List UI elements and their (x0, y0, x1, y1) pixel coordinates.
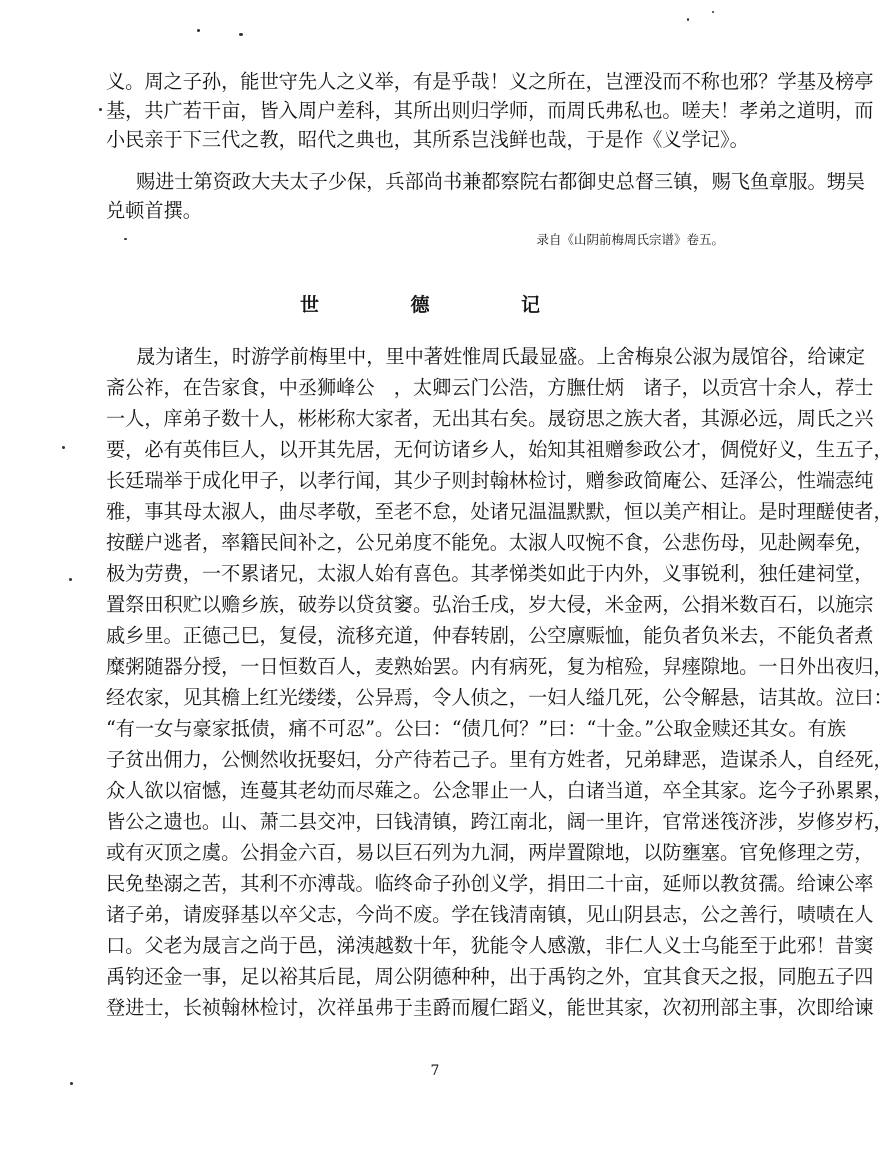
intro-line: 赐进士第资政大夫太子少保，兵部尚书兼都察院右都御史总督三镇，赐飞鱼章服。甥吴 (136, 170, 866, 193)
intro-line: 小民亲于下三代之教，昭代之典也，其所系岂浅鲜也哉，于是作《义学记》。 (106, 128, 749, 151)
body-line: 子贫出佣力，公恻然收抚娶妇，分产待若己子。里有方姓者，兄弟肆恶，造谋杀人，自经死， (106, 748, 893, 771)
body-line: 长廷瑞举于成化甲子，以孝行闻，其少子则封翰林检讨，赠参政简庵公、廷泽公，性端悫纯 (106, 469, 874, 492)
scan-speck (62, 446, 65, 449)
body-line: 戚乡里。正德己巳，复侵，流移充道，仲春转剧，公空廪赈恤，能负者负米去，不能负者煮 (106, 624, 874, 647)
body-line: 要，必有英伟巨人，以开其先居，无何访诸乡人，始知其祖赠参政公才，倜傥好义，生五子， (106, 438, 893, 461)
source-citation: 录自《山阴前梅周氏宗谱》卷五。 (536, 232, 724, 247)
scan-speck (99, 108, 102, 111)
intro-line: 义。周之子孙，能世守先人之义举，有是乎哉！义之所在，岂湮没而不称也邪？学基及榜亭 (106, 70, 874, 93)
scan-speck (687, 18, 689, 21)
scan-speck (70, 1082, 73, 1085)
body-line: 斋公祚，在告家食，中丞狮峰公 ，太卿云门公浩，方膴仕炳 诸子，以贡宫十余人，荐士 (106, 376, 874, 399)
body-line: 禹钧还金一事，足以裕其后昆，周公阴德种种，出于禹钧之外，宜其食天之报，同胞五子四 (106, 965, 874, 988)
body-line: 众人欲以宿憾，连蔓其老幼而尽薙之。公念罪止一人，白诸当道，卒全其家。迄今子孙累累， (106, 779, 893, 802)
body-line: 登进士，长祯翰林检讨，次祥虽弗于圭爵而履仁蹈义，能世其家，次初刑部主事，次即给谏 (106, 996, 874, 1019)
body-line: 晟为诸生，时游学前梅里中，里中著姓惟周氏最显盛。上舍梅泉公淑为晟馆谷，给谏定 (136, 345, 866, 368)
body-line: 民免垫溺之苦，其利不亦溥哉。临终命子孙创义学，捐田二十亩，延师以教贫孺。给谏公率 (106, 872, 874, 895)
body-line: “有一女与豪家抵债，痛不可忍”。公曰：“债几何？”曰：“十金。”公取金赎还其女。有族 (106, 717, 847, 740)
body-line: 一人，庠弟子数十人，彬彬称大家者，无出其右矣。晟窃思之族大者，其源必远，周氏之兴 (106, 407, 874, 430)
body-line: 糜粥随器分授，一日恒数百人，麦熟始罢。内有病死，复为棺殓，舁瘗隙地。一日外出夜归， (106, 655, 893, 678)
scan-speck (712, 11, 714, 13)
body-line: 按醝户逃者，率籍民间补之，公兄弟度不能免。太淑人叹惋不食，公悲伤母，见赴阙奉免， (106, 531, 874, 554)
body-line: 诸子弟，请废驿基以卒父志，今尚不废。学在钱清南镇，见山阴县志，公之善行，啧啧在人 (106, 903, 874, 926)
body-line: 置祭田积贮以赡乡族，破券以贷贫窭。弘治壬戌，岁大侵，米金两，公捐米数百石，以施宗 (106, 593, 874, 616)
page-number: 7 (430, 1063, 440, 1079)
body-line: 极为劳费，一不累诸兄，太淑人始有喜色。其孝悌类如此于内外，义事锐利，独任建祠堂， (106, 562, 874, 585)
scan-speck (239, 33, 243, 36)
body-line: 口。父老为晟言之尚于邑，涕洟越数十年，犹能令人感激，非仁人义士乌能至于此邪！昔窦 (106, 934, 874, 957)
body-line: 雅，事其母太淑人，曲尽孝敬，至老不怠，处诸兄温温默默，恒以美产相让。是时理醝使者， (106, 500, 893, 523)
intro-line: 基，共广若干亩，皆入周户差科，其所出则归学师，而周氏弗私也。嗟夫！孝弟之道明，而 (106, 99, 874, 122)
scan-speck (124, 238, 127, 240)
intro-line: 兑顿首撰。 (106, 199, 202, 222)
body-line: 或有灭顶之虞。公捐金六百，易以巨石列为九洞，两岸置隙地，以防壅塞。官免修理之劳， (106, 841, 874, 864)
body-line: 经农家，见其檐上红光缕缕，公异焉，令人侦之，一妇人缢几死，公令解悬，诘其故。泣曰： (106, 686, 893, 709)
section-title: 世 德 记 (300, 294, 540, 316)
scan-speck (197, 29, 200, 32)
scan-speck (69, 578, 72, 581)
body-line: 皆公之遗也。山、萧二县交冲，曰钱清镇，跨江南北，阔一里许，官常迷筏济涉，岁修岁朽， (106, 810, 893, 833)
